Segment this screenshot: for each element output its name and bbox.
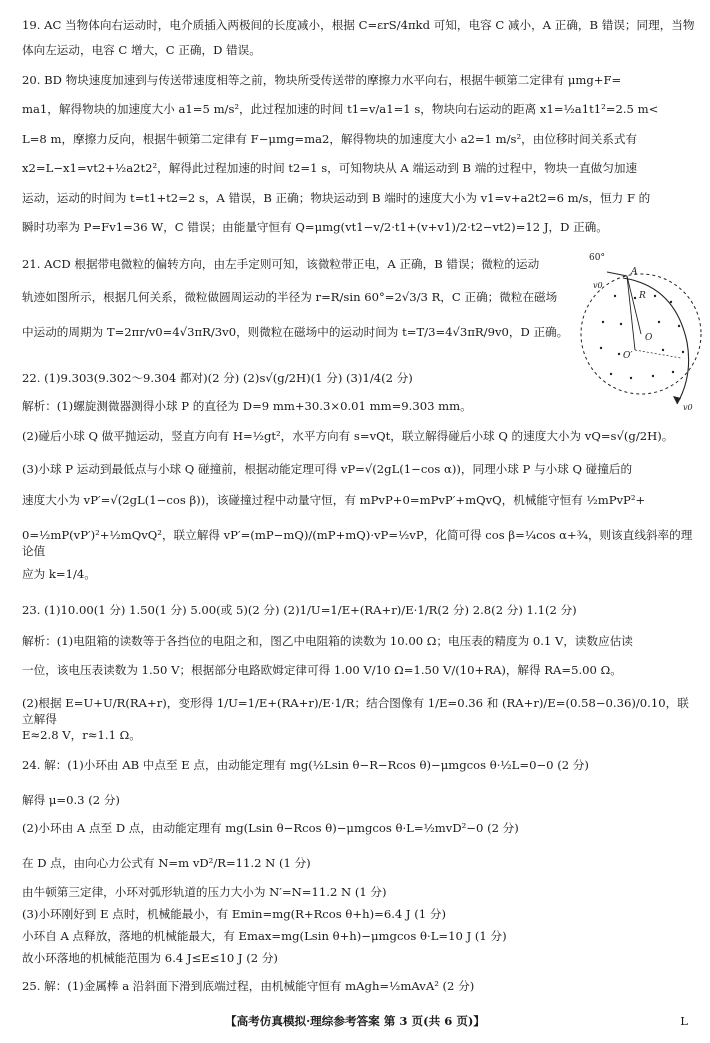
q21-line2: 轨迹如图所示，根据几何关系，微粒做圆周运动的半径为 r=R/sin 60°=2√3/3 R，C 正确；微粒在磁场	[22, 290, 558, 304]
q24-line4: 在 D 点，由向心力公式有 N=m vD²/R=11.2 N (1 分)	[22, 856, 311, 870]
o-prime-label: O′	[623, 351, 633, 361]
q20-line1: 20. BD 物块速度加速到与传送带速度相等之前，物块所受传送带的摩擦力水平向右，根据牛顿第二定律有 μmg+F=	[22, 73, 622, 87]
q24-line5: 由牛顿第三定律，小环对弧形轨道的压力大小为 N′=N=11.2 N (1 分)	[22, 885, 387, 899]
q23-line4: (2)根据 E=U+U/R(RA+r)，变形得 1/U=1/E+(RA+r)/E·1/R；结合图像有 1/E=0.36 和 (RA+r)/E=(0.58−0.36)/0.10，联立解得	[22, 696, 689, 727]
q22-line7: 应为 k=1/4。	[22, 567, 96, 581]
q21-line3: 中运动的周期为 T=2πr/v0=4√3πR/3v0，则微粒在磁场中的运动时间为 t=T/3=4√3πR/9v0，D 正确。	[22, 325, 569, 339]
q22-line1: 22. (1)9.303(9.302～9.304 都对)(2 分) (2)s√(g/2H)(1 分) (3)1/4(2 分)	[22, 371, 413, 385]
q19-line1: 19. AC 当物体向右运动时，电介质插入两极间的长度减小，根据 C=εrS/4πkd 可知，电容 C 减小，A 正确，B 错误；同理，当物	[22, 18, 695, 32]
q22-line2: 解析：(1)螺旋测微器测得小球 P 的直径为 D=9 mm+30.3×0.01 mm=9.303 mm。	[22, 399, 472, 413]
v0-label-top: v0	[593, 281, 603, 290]
q23-line5: E≈2.8 V，r≈1.1 Ω。	[22, 728, 141, 742]
magnetic-field-diagram	[575, 246, 705, 416]
o-label: O	[645, 333, 653, 343]
q22-line4: (3)小球 P 运动到最低点与小球 Q 碰撞前，根据动能定理可得 vP=√(2gL(1−cos α))，同理小球 P 与小球 Q 碰撞后的	[22, 462, 633, 476]
q22-line3: (2)碰后小球 Q 做平抛运动，竖直方向有 H=½gt²，水平方向有 s=vQt，联立解得碰后小球 Q 的速度大小为 vQ=s√(g/2H)。	[22, 429, 674, 443]
q24-line1: 24. 解：(1)小环由 AB 中点至 E 点，由动能定理有 mg(½Lsin θ−R−Rcos θ)−μmgcos θ·½L=0−0 (2 分)	[22, 758, 589, 772]
q24-line7: 小环自 A 点释放，落地的机械能最大，有 Emax=mg(Lsin θ+h)−μmgcos θ·L=10 J (1 分)	[22, 929, 507, 943]
angle-label: 60°	[589, 253, 605, 263]
q20-line4: x2=L−x1=vt2+½a2t2²，解得此过程加速的时间 t2=1 s，可知物块从 A 端运动到 B 端的过程中，物块一直做匀加速	[22, 161, 638, 175]
r-label: R	[639, 291, 646, 301]
q21-line1: 21. ACD 根据带电微粒的偏转方向，由左手定则可知，该微粒带正电，A 正确，B 错误；微粒的运动	[22, 257, 540, 271]
q24-line8: 故小环落地的机械能范围为 6.4 J≤E≤10 J (2 分)	[22, 951, 278, 965]
q22-line5: 速度大小为 vP′=√(2gL(1−cos β))，该碰撞过程中动量守恒，有 mPvP+0=mPvP′+mQvQ，机械能守恒有 ½mPvP²+	[22, 493, 646, 507]
q19-line2: 体向左运动，电容 C 增大，C 正确，D 错误。	[22, 43, 261, 57]
footer-mark: L	[680, 1014, 688, 1028]
q22-line6: 0=½mP(vP′)²+½mQvQ²，联立解得 vP′=(mP−mQ)/(mP+mQ)·vP=½vP，化简可得 cos β=¼cos α+¾，则该直线斜率的理论值	[22, 528, 693, 559]
point-a-label: A	[631, 267, 638, 277]
q25-line1: 25. 解：(1)金属棒 a 沿斜面下滑到底端过程，由机械能守恒有 mAgh=½mAvA² (2 分)	[22, 979, 475, 993]
q23-line1: 23. (1)10.00(1 分) 1.50(1 分) 5.00(或 5)(2 分) (2)1/U=1/E+(RA+r)/E·1/R(2 分) 2.8(2 分) 1.1(2 分)	[22, 603, 577, 617]
page-footer: 【高考仿真模拟·理综参考答案 第 3 页(共 6 页)】	[224, 1014, 485, 1028]
q20-line2: ma1，解得物块的加速度大小 a1=5 m/s²，此过程加速的时间 t1=v/a1=1 s，物块向右运动的距离 x1=½a1t1²=2.5 m<	[22, 102, 659, 116]
q20-line5: 运动，运动的时间为 t=t1+t2=2 s，A 错误，B 正确；物块运动到 B 端时的速度大小为 v1=v+a2t2=6 m/s，恒力 F 的	[22, 191, 651, 205]
q23-line3: 一位，该电压表读数为 1.50 V；根据部分电路欧姆定律可得 1.00 V/10 Ω=1.50 V/(10+RA)，解得 RA=5.00 Ω。	[22, 663, 622, 677]
q24-line2: 解得 μ=0.3 (2 分)	[22, 793, 120, 807]
v0-label-bottom: v0	[683, 403, 693, 412]
q24-line3: (2)小环由 A 点至 D 点，由动能定理有 mg(Lsin θ−Rcos θ)−μmgcos θ·L=½mvD²−0 (2 分)	[22, 821, 519, 835]
q24-line6: (3)小环刚好到 E 点时，机械能最小，有 Emin=mg(R+Rcos θ+h)=6.4 J (1 分)	[22, 907, 446, 921]
q20-line6: 瞬时功率为 P=Fv1=36 W，C 错误；由能量守恒有 Q=μmg(vt1−v/2·t1+(v+v1)/2·t2−vt2)=12 J，D 正确。	[22, 220, 608, 234]
q20-line3: L=8 m，摩擦力反向，根据牛顿第二定律有 F−μmg=ma2，解得物块的加速度大小 a2=1 m/s²，由位移时间关系式有	[22, 132, 638, 146]
q23-line2: 解析：(1)电阻箱的读数等于各挡位的电阻之和，图乙中电阻箱的读数为 10.00 Ω；电压表的精度为 0.1 V，读数应估读	[22, 634, 633, 648]
